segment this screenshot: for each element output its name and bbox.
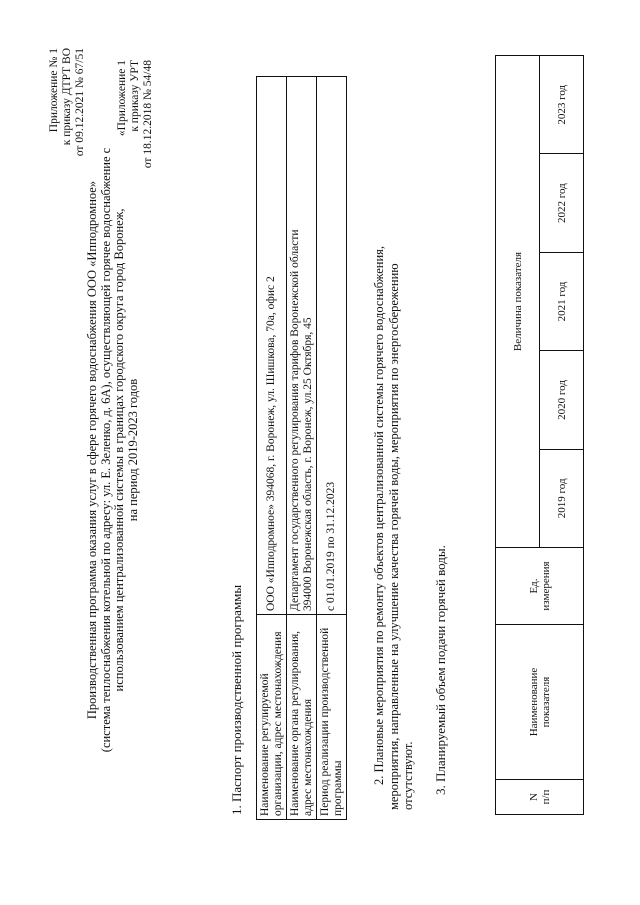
header-indicator-name: Наименование показателя — [496, 625, 584, 780]
appendix-1-note: Приложение № 1 к приказу ДТРТ ВО от 09.12.2021 № 67/51 — [48, 48, 86, 157]
appendix-2-note: «Приложение 1 к приказу УРТ от 18.12.2018 № 54/48 — [116, 60, 154, 169]
passport-key: Наименование регулируемой организации, адрес местонахождения — [257, 615, 287, 820]
table-row — [317, 77, 347, 820]
passport-value: с 01.01.2019 по 31.12.2023 — [317, 77, 347, 615]
table-header-row — [496, 56, 540, 815]
table-row — [257, 77, 287, 820]
table-row — [287, 77, 317, 820]
header-year: 2022 год — [540, 154, 584, 252]
passport-key: Наименование органа регулирования, адрес местонахождения — [287, 615, 317, 820]
volume-table — [495, 55, 584, 815]
passport-value: Департамент государственного регулирования тарифов Воронежской области 394000 Воронежская область, г. Воронеж, ул.25 Октября, 45 — [287, 77, 317, 615]
header-year: 2021 год — [540, 252, 584, 350]
header-year: 2019 год — [540, 449, 584, 547]
header-year: 2020 год — [540, 351, 584, 449]
header-values-group: Величина показателя — [496, 56, 540, 548]
section-3-heading: 3. Планируемый объем подачи горячей воды. — [433, 545, 448, 795]
section-2-text: 2. Плановые мероприятия по ремонту объектов централизованной системы горячего водоснабжения, мероприятия, направленные на улучшение качества горячей воды, мероприятия по энергосбережению отсутствуют. — [372, 245, 415, 810]
passport-key: Период реализации производственной программы — [317, 615, 347, 820]
header-unit: Ед. измерения — [496, 548, 584, 625]
document-title: Производственная программа оказания услуг в сфере горячего водоснабжения ООО «Ипподромное» (система теплоснабжения котельной по адресу: ул. Е. Зеленко, д. 6А), осуществляющей горячее водоснабжение с использованием централизованной системы в границах городского округа город Воронеж, на период 2019-2023 годов — [85, 147, 140, 753]
header-year: 2023 год — [540, 56, 584, 154]
passport-value: ООО «Ипподромное» 394068, г. Воронеж, ул. Шишкова, 70а, офис 2 — [257, 77, 287, 615]
section-1-heading: 1. Паспорт производственной программы — [229, 584, 244, 815]
passport-table — [256, 76, 347, 820]
header-number: N п/п — [496, 780, 584, 815]
